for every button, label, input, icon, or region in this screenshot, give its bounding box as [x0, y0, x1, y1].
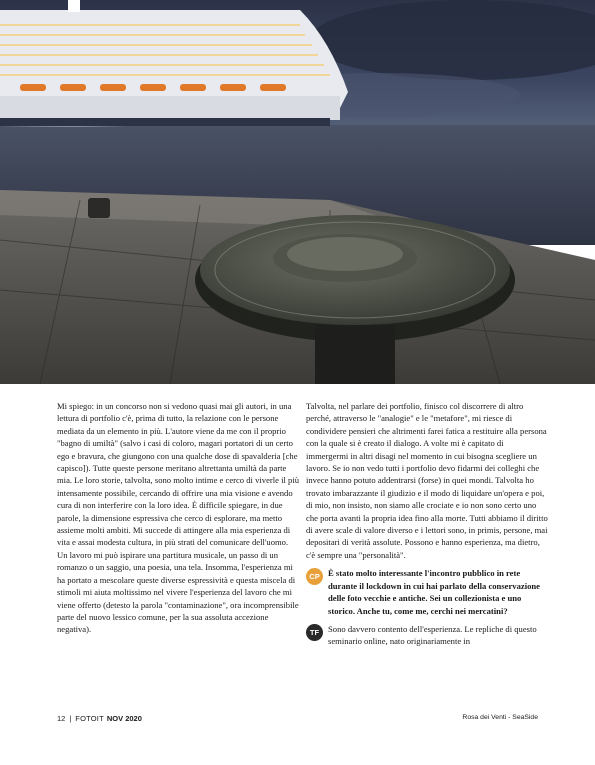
page-footer [57, 714, 538, 726]
footer-separator: | [69, 714, 72, 723]
interviewer-initials-badge: CP [306, 568, 323, 585]
interview-answer [306, 623, 548, 648]
photo-credit: Rosa dei Venti - SeaSide [462, 714, 538, 721]
footer-left [57, 714, 142, 723]
article-paragraph: Mi spiego: in un concorso non si vedono quasi mai gli autori, in una lettura di portfolio c'è, prima di tutto, la relazione con le persone mediata da un elemento in più. L'autore viene da me con il proprio "bagno di umiltà" (salvo i casi di coloro, magari portatori di un certo ego e bravura, che giungono con una qualche dose di spavalderia [che capisco]). Tutte queste persone meritano altrettanta umiltà da parte mia. Le loro storie, talvolta, sono molto intime e cerco di viverle il più intensamente possibile, cercando di offrire una mia visione e avendo cura di non interferire con la loro idea. È difficile spiegare, in due parole, la dimensione espressiva che cerco di esplorare, ma metto assieme molti ambiti. Mi succede di attingere alla mia esperienza di vita e assai modesta cultura, in più strati del comunicare dell'uomo. [57, 401, 299, 548]
issue-date: NOV 2020 [106, 714, 142, 723]
interview-question [306, 567, 548, 617]
article-paragraph: Talvolta, nel parlare dei portfolio, finisco col discorrere di altro perché, attraverso le "analogie" e le "metafore", mi riesce di condividere pensieri che altrimenti farei fatica a restituire alla persona con la quale si è creato il dialogo. A volte mi è capitato di immergermi in altri disagi nel momento in cui bisogna scegliere un lavoro. Se io non vedo tutti i portfolio devo fidarmi dei colleghi che invece hanno potuto addentrarsi (forse) in quei mondi. Talvolta ho trovato imbarazzante il giudizio e il modo di liquidare un'opera e poi, di mio, non insisto, non siamo alle crociate e io non sono certo uno che porta avanti la propria idea fino alla morte. Tutti abbiamo il diritto di avere scale di valore diverso e i lettori sono, in primis, persone, mai depositari di verità assolute. Possono e hanno esperienza, ma dietro, c'è sempre una "personalità". [306, 401, 548, 560]
article-paragraph: Un lavoro mi può ispirare una partitura musicale, un passo di un romanzo o un saggio, una poesia, una tela. Insomma, l'esperienza mi ha portato a mescolare queste diverse espressività e questa miscela di stimoli mi aiuta moltissimo nel vivere l'esperienza del lavoro che mi viene offerto (detesto la parola "contaminazione", ora incomprensibile parte del nuovo lessico comune, per la sua assoluta accezione negativa). [57, 549, 299, 635]
page-number: 12 [57, 714, 66, 723]
interviewee-initials-badge: TF [306, 624, 323, 641]
magazine-name: FOTOIT [75, 714, 104, 723]
answer-text: Sono davvero contento dell'esperienza. Le repliche di questo seminario online, nato originariamente in [328, 623, 537, 647]
article-left-column [57, 400, 299, 636]
article-right-column [306, 400, 548, 648]
question-text: È stato molto interessante l'incontro pubblico in rete durante il lockdown in cui hai parlato della conservazione delle foto vecchie e antiche. Sei un collezionista e uno storico. Anche tu, come me, cerchi nei mercatini? [328, 568, 540, 616]
